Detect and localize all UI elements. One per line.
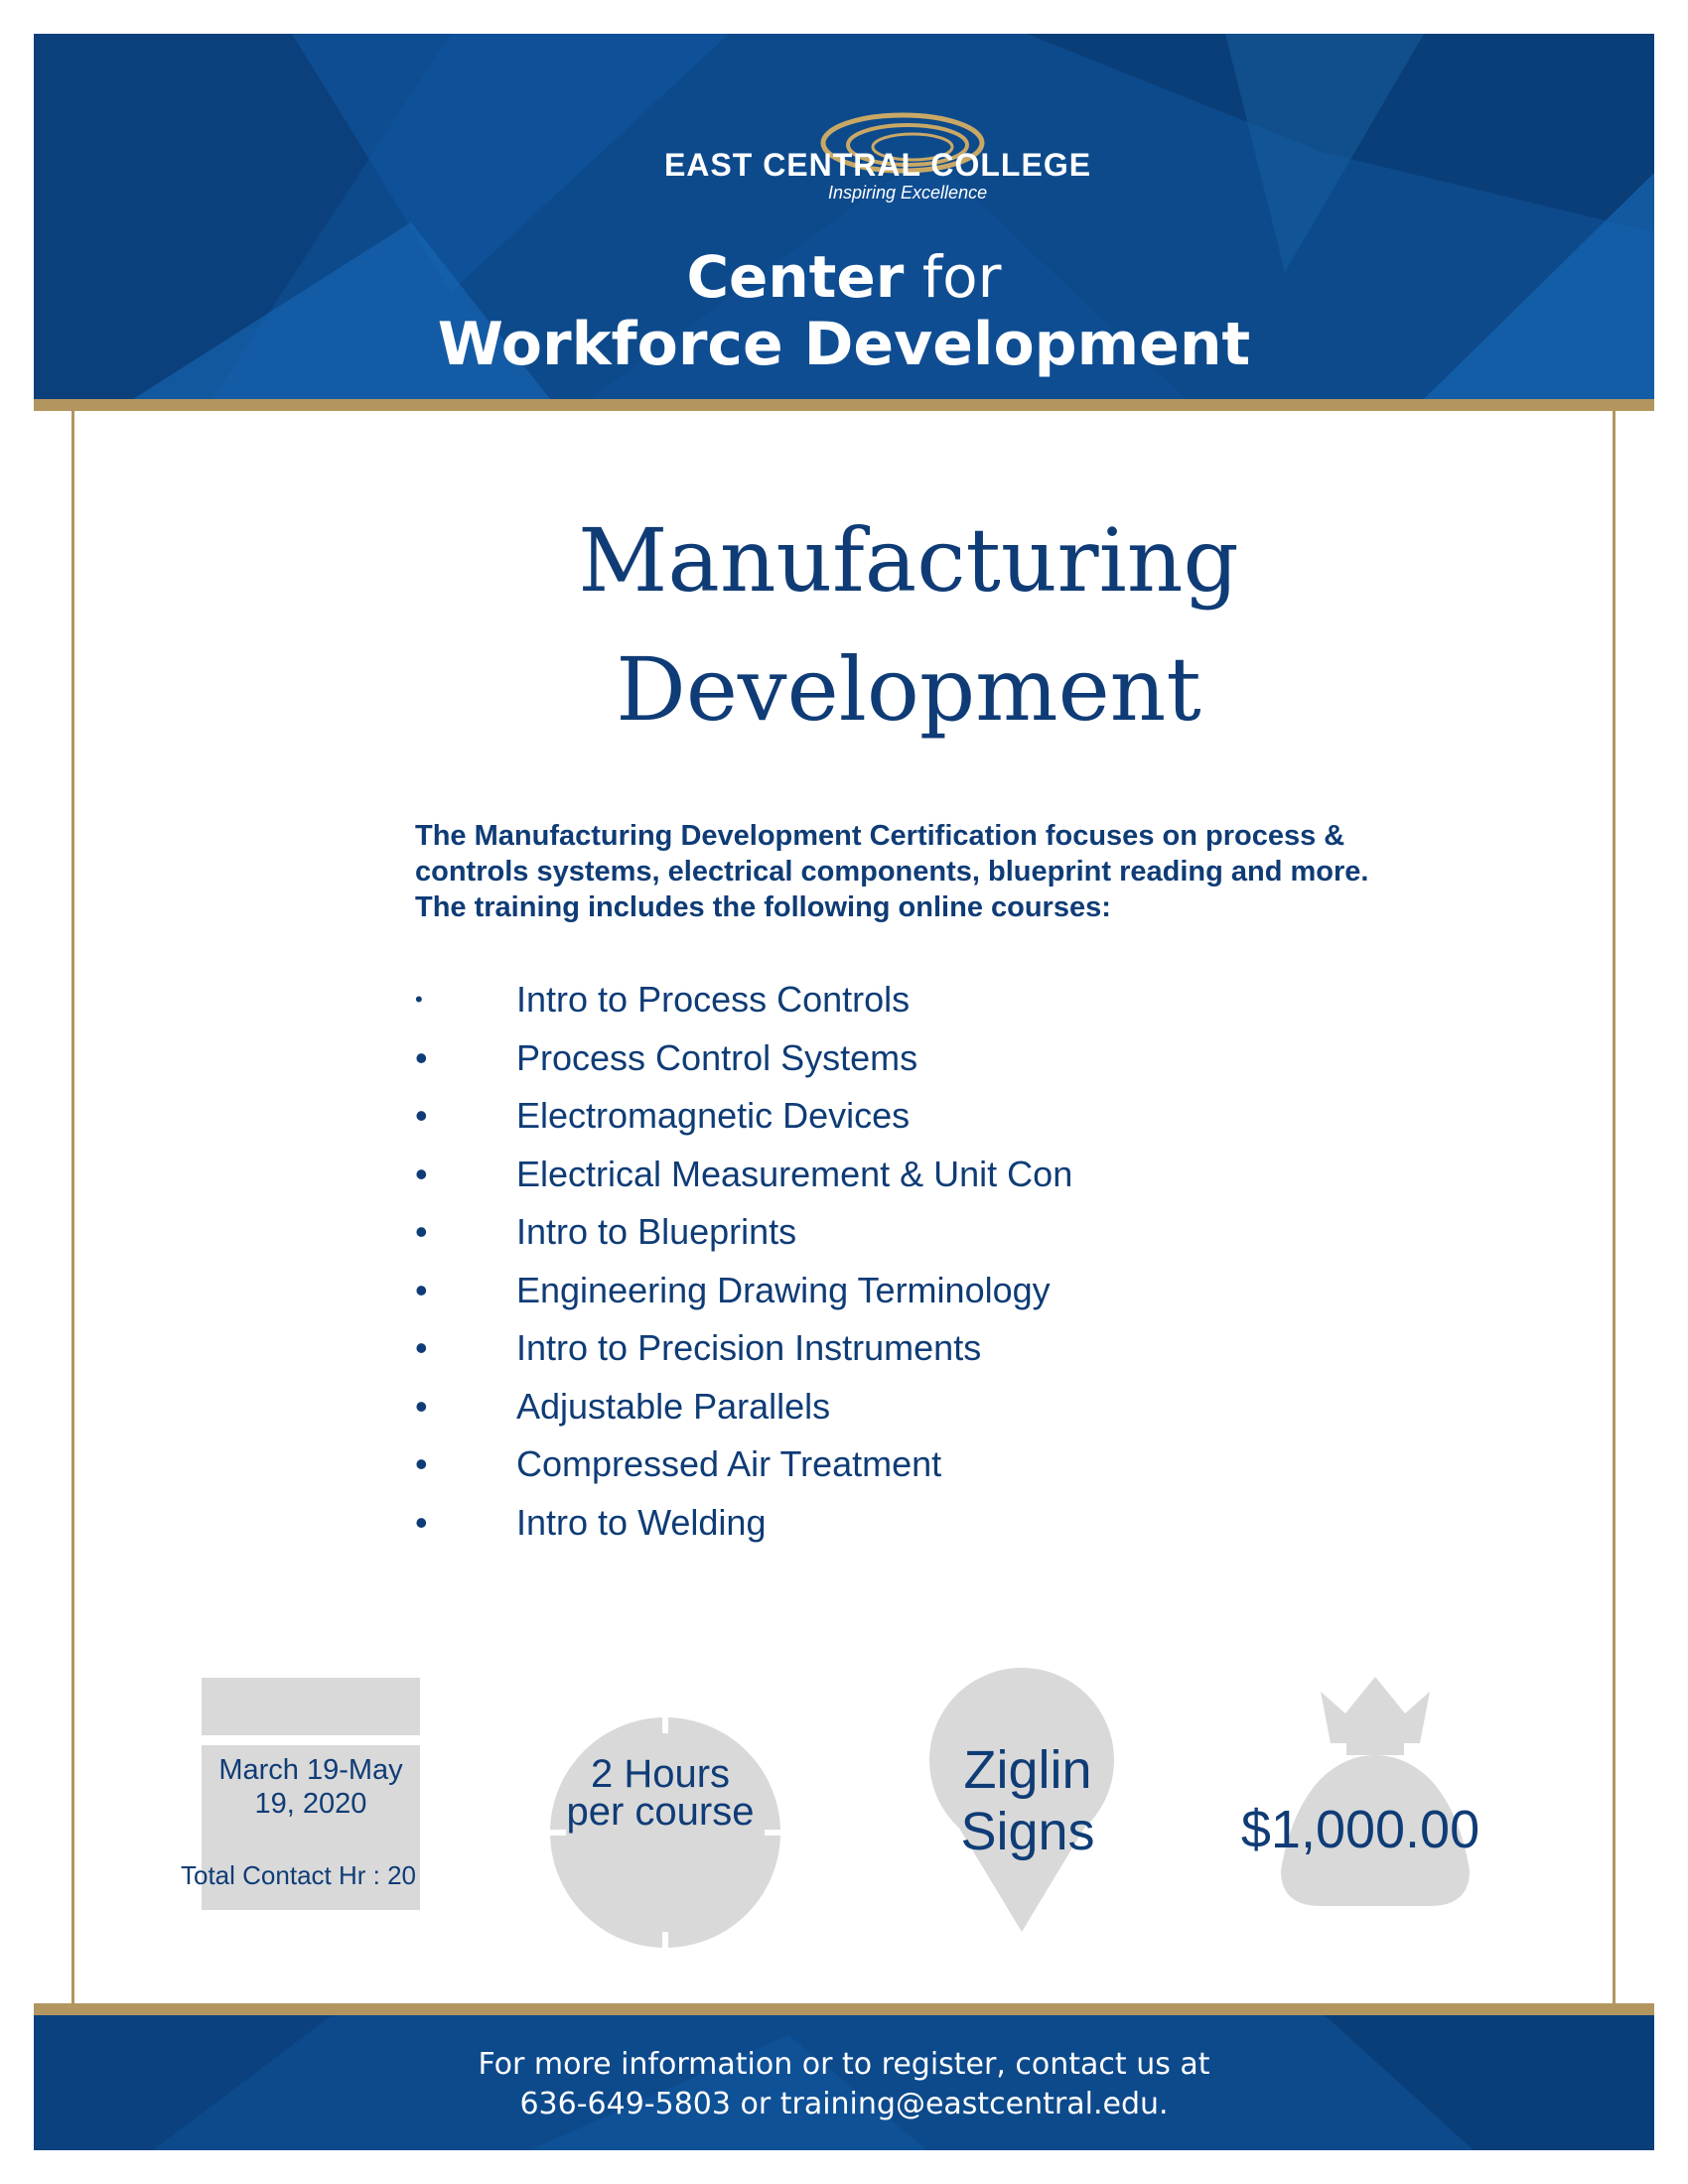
course-name: Electrical Measurement & Unit Con — [516, 1153, 1073, 1194]
footer-banner — [34, 2015, 1654, 2150]
course-name: Intro to Process Controls — [516, 979, 911, 1020]
header-title-line1 — [34, 242, 1654, 312]
duration-label — [536, 1752, 784, 1834]
header-title-light: for — [921, 243, 1002, 311]
list-item — [415, 1326, 1309, 1385]
location-label — [933, 1739, 1122, 1862]
contact-hours: Total Contact Hr : 20 — [181, 1860, 416, 1890]
course-name: Engineering Drawing Terminology — [516, 1269, 1051, 1310]
course-list — [415, 978, 1309, 1559]
college-name: EAST CENTRAL COLLEGE — [663, 147, 1092, 183]
header-banner — [34, 34, 1654, 399]
location-line2: Signs — [960, 1802, 1095, 1861]
list-item — [415, 1501, 1309, 1560]
bullet-icon: • — [415, 1385, 428, 1427]
header-title-bold: Center — [686, 243, 905, 311]
bullet-icon: • — [415, 987, 423, 1012]
money-bag-icon — [1261, 1672, 1489, 1908]
footer-gold-divider — [34, 2003, 1654, 2015]
header-title-line2: Workforce Development — [437, 310, 1251, 379]
footer-line1: For more information or to register, contact us at — [478, 2047, 1210, 2082]
page-title-line1: Manufacturing — [578, 509, 1239, 612]
bullet-icon: • — [415, 1443, 428, 1484]
list-item — [415, 1153, 1309, 1211]
course-dates: March 19-May 19, 2020 — [218, 1754, 403, 1820]
course-name: Intro to Blueprints — [516, 1211, 797, 1252]
bullet-icon: • — [415, 1036, 428, 1078]
list-item — [415, 1036, 1309, 1095]
page-title — [0, 496, 1688, 754]
list-item — [415, 1442, 1309, 1501]
footer-contact — [34, 2045, 1654, 2124]
calendar-icon-top — [202, 1678, 420, 1735]
footer-line2: 636-649-5803 or training@eastcentral.edu. — [519, 2087, 1169, 2121]
price-label: $1,000.00 — [1240, 1800, 1480, 1859]
header-gold-divider — [34, 399, 1654, 411]
college-tagline: Inspiring Excellence — [828, 183, 988, 203]
course-name: Electromagnetic Devices — [516, 1095, 911, 1136]
bullet-icon: • — [415, 1095, 428, 1136]
page-title-line2: Development — [616, 638, 1201, 741]
list-item — [415, 1210, 1309, 1269]
list-item — [415, 1269, 1309, 1327]
location-line1: Ziglin — [963, 1740, 1092, 1800]
course-name: Adjustable Parallels — [516, 1385, 831, 1427]
course-name: Intro to Precision Instruments — [516, 1327, 982, 1368]
bullet-icon: • — [415, 1269, 428, 1310]
intro-paragraph: The Manufacturing Development Certification focuses on process & controls systems, electrical components, blueprint reading and more. The training includes the following online courses: — [415, 820, 1369, 923]
duration-line2: per course — [566, 1790, 755, 1834]
bullet-icon: • — [415, 1327, 428, 1368]
course-name: Process Control Systems — [516, 1036, 918, 1078]
college-logo — [659, 103, 1096, 212]
bullet-icon: • — [415, 1153, 428, 1194]
list-item — [415, 1094, 1309, 1153]
bullet-icon: • — [415, 1501, 428, 1543]
bullet-icon: • — [415, 1211, 428, 1252]
duration-line1: 2 Hours — [590, 1752, 731, 1796]
course-name: Compressed Air Treatment — [516, 1443, 942, 1484]
list-item — [415, 1385, 1309, 1443]
list-item — [415, 978, 1309, 1036]
course-name: Intro to Welding — [516, 1501, 767, 1543]
